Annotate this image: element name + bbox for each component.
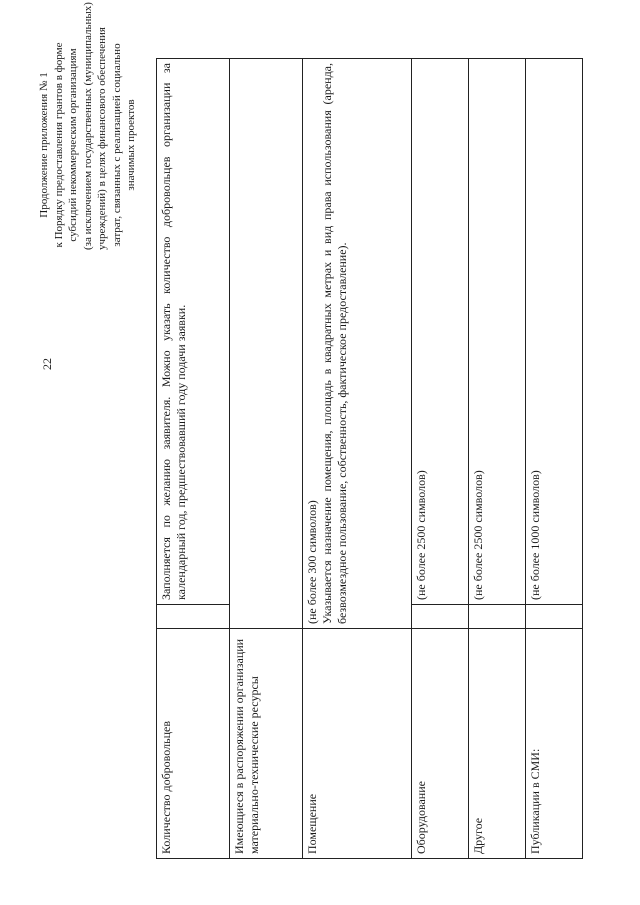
header-note-line: (за исключением государственных (муниципальных) [81, 2, 94, 250]
row-label-volunteers: Количество добровольцев [157, 629, 230, 859]
header-note-line: учреждений) в целях финансового обеспечения [96, 27, 108, 250]
header-note-line: к Порядку предоставления грантов в форме [52, 42, 65, 248]
table-row [469, 59, 526, 859]
header-note-line: значимых проектов [125, 99, 137, 191]
other-limit: (не более 2500 символов) [469, 59, 526, 605]
header-note-line: затрат, связанных с реализацией социально [110, 43, 123, 247]
spacer-cell [526, 605, 583, 629]
spacer-cell [157, 605, 230, 629]
resources-cell [230, 59, 303, 629]
row-label-media: Публикации в СМИ: [526, 629, 583, 859]
premises-instruction: Указывается назначение помещения, площадь в квадратных метрах и вид права использования (аренда, безвозмездное пользование, собственность, фактическое предоставление). [320, 63, 349, 624]
table-row [157, 59, 230, 859]
header-note-line: Продолжение приложения № 1 [38, 72, 50, 218]
table-row [230, 59, 303, 859]
equipment-limit: (не более 2500 символов) [412, 59, 469, 605]
row-label-equipment: Оборудование [412, 629, 469, 859]
table-row [303, 59, 412, 859]
volunteers-instruction: Заполняется по желанию заявителя. Можно указать количество добровольцев организации за календарный год, предшествовавший году подачи заявки. [157, 59, 230, 605]
row-label-resources: Имеющиеся в распоряжении организации материально-технические ресурсы [230, 629, 303, 859]
page-number: 22 [40, 358, 54, 370]
header-note-line: субсидий некоммерческим организациям [67, 48, 79, 242]
premises-cell [303, 59, 412, 629]
spacer-cell [412, 605, 469, 629]
row-label-premises: Помещение [303, 629, 412, 859]
table-row [526, 59, 583, 859]
media-limit: (не более 1000 символов) [526, 59, 583, 605]
table-row [412, 59, 469, 859]
appendix-header-note [37, 2, 139, 250]
spacer-cell [469, 605, 526, 629]
application-form-table [156, 58, 583, 859]
row-label-other: Другое [469, 629, 526, 859]
premises-limit: (не более 300 символов) [305, 500, 319, 624]
